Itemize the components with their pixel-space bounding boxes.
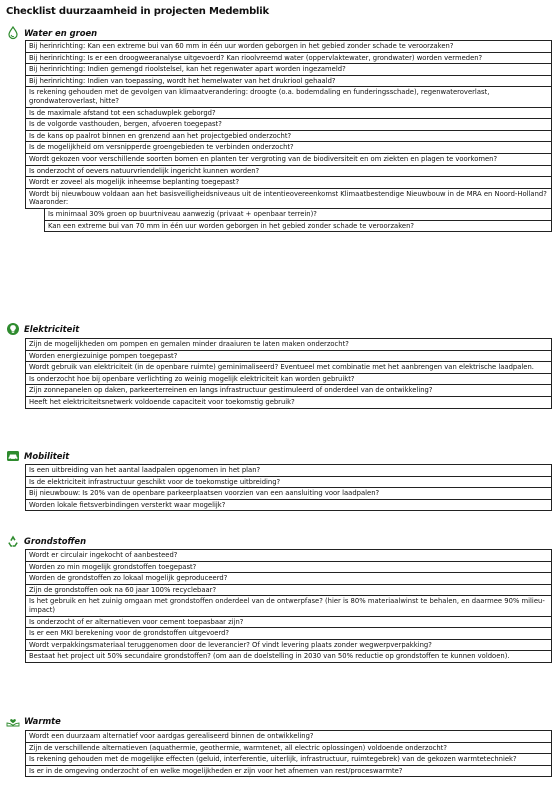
checklist-row: Heeft het elektriciteitsnetwerk voldoende capaciteit voor toekomstig gebruik? <box>25 397 552 409</box>
lightbulb-icon <box>6 322 20 336</box>
section-title: Water en groen <box>24 28 98 38</box>
checklist-row: Is een uitbreiding van het aantal laadpalen opgenomen in het plan? <box>25 464 552 477</box>
checklist-row: Is er in de omgeving onderzocht of en welke mogelijkheden er zijn voor het afnemen van rest/proceswarmte? <box>25 766 552 778</box>
checklist-row: Is er een MKI berekening voor de grondstoffen uitgevoerd? <box>25 628 552 640</box>
checklist-subrow: Kan een extreme bui van 70 mm in één uur worden geborgen in het gebied zonder schade te veroorzaken? <box>44 221 552 233</box>
checklist-row: Is de elektriciteit infrastructuur geschikt voor de toekomstige uitbreiding? <box>25 477 552 489</box>
checklist-row: Is onderzocht of oevers natuurvriendelijk ingericht kunnen worden? <box>25 166 552 178</box>
water-drop-icon <box>6 26 20 40</box>
checklist-row: Zijn zonnepanelen op daken, parkeerterreinen en langs infrastructuur gestimuleerd of onderdeel van de ontwikkeling? <box>25 385 552 397</box>
hands-heart-icon <box>6 714 20 728</box>
checklist-subrow: Is minimaal 30% groen op buurtniveau aanwezig (privaat + openbaar terrein)? <box>44 209 552 221</box>
checklist-row: Is de kans op paalrot binnen en grenzend aan het projectgebied onderzocht? <box>25 131 552 143</box>
checklist-row: Zijn de verschillende alternatieven (aquathermie, geothermie, warmtenet, all electric oplossingen) voldoende onderzocht? <box>25 743 552 755</box>
checklist-row: Zijn de mogelijkheden om pompen en gemalen minder draaiuren te laten maken onderzocht? <box>25 338 552 351</box>
car-icon <box>6 449 20 463</box>
checklist-row: Is de maximale afstand tot een schaduwplek geborgd? <box>25 108 552 120</box>
section-title: Grondstoffen <box>24 536 87 546</box>
checklist-row: Wordt een duurzaam alternatief voor aardgas gerealiseerd binnen de ontwikkeling? <box>25 730 552 743</box>
section-table-mobiliteit <box>25 464 552 511</box>
section-title: Warmte <box>24 716 61 726</box>
checklist-row: Wordt er circulair ingekocht of aanbesteed? <box>25 549 552 562</box>
checklist-row: Wordt bij nieuwbouw voldaan aan het basisveiligheidsniveaus uit de intentieovereenkomst Klimaatbestendige Nieuwbouw in de MRA en Noord-Holland? Waaronder: <box>25 189 552 209</box>
checklist-row: Bij herinrichting: Indien van toepassing, wordt het hemelwater van het drukriool gehaald? <box>25 76 552 88</box>
section-header-warmte <box>6 714 61 728</box>
checklist-row: Is de volgorde vasthouden, bergen, afvoeren toegepast? <box>25 119 552 131</box>
section-header-grondstoffen <box>6 534 86 548</box>
page-title: Checklist duurzaamheid in projecten Medemblik <box>6 6 269 17</box>
checklist-row: Bij herinrichting: Is er een droogweeranalyse uitgevoerd? Kan rioolvreemd water (oppervlaktewater, grondwater) worden vermeden? <box>25 53 552 65</box>
checklist-row: Worden energiezuinige pompen toegepast? <box>25 351 552 363</box>
checklist-row: Is de mogelijkheid om versnipperde groengebieden te verbinden onderzocht? <box>25 142 552 154</box>
section-table-elektriciteit <box>25 338 552 409</box>
section-table-grondstoffen <box>25 549 552 663</box>
section-table-water-en-groen <box>25 40 552 232</box>
checklist-row: Zijn de grondstoffen ook na 60 jaar 100% recyclebaar? <box>25 585 552 597</box>
checklist-row: Wordt verpakkingsmateriaal teruggenomen door de leverancier? Of vindt levering plaats zonder wegwerpverpakking? <box>25 640 552 652</box>
checklist-row: Worden zo min mogelijk grondstoffen toegepast? <box>25 562 552 574</box>
section-header-elektriciteit <box>6 322 79 336</box>
checklist-row: Bij herinrichting: Indien gemengd rioolstelsel, kan het regenwater apart worden ingezameld? <box>25 64 552 76</box>
checklist-row: Is onderzocht hoe bij openbare verlichting zo weinig mogelijk elektriciteit kan worden gebruikt? <box>25 374 552 386</box>
checklist-row: Is rekening gehouden met de gevolgen van klimaatverandering: droogte (o.a. bodemdaling en funderingsschade), regenwateroverlast, grondwateroverlast, hitte? <box>25 87 552 107</box>
section-header-mobiliteit <box>6 449 69 463</box>
checklist-row: Worden de grondstoffen zo lokaal mogelijk geproduceerd? <box>25 573 552 585</box>
checklist-row: Wordt er zoveel als mogelijk inheemse beplanting toegepast? <box>25 177 552 189</box>
section-table-warmte <box>25 730 552 777</box>
section-header-water-en-groen <box>6 26 97 40</box>
checklist-row: Bij herinrichting: Kan een extreme bui van 60 mm in één uur worden geborgen in het gebied zonder schade te veroorzaken? <box>25 40 552 53</box>
checklist-row: Is het gebruik en het zuinig omgaan met grondstoffen onderdeel van de ontwerpfase? (hier is 80% materiaalwinst te behalen, en daarmee 90% milieu-impact) <box>25 596 552 616</box>
checklist-row: Worden lokale fietsverbindingen versterkt waar mogelijk? <box>25 500 552 512</box>
checklist-row: Bij nieuwbouw: Is 20% van de openbare parkeerplaatsen voorzien van een aansluiting voor laadpalen? <box>25 488 552 500</box>
section-title: Mobiliteit <box>24 451 70 461</box>
checklist-row: Bestaat het project uit 50% secundaire grondstoffen? (om aan de doelstelling in 2030 van 50% reductie op grondstoffen te kunnen voldoen). <box>25 651 552 663</box>
checklist-row: Wordt gekozen voor verschillende soorten bomen en planten ter vergroting van de biodiversiteit en om ziekten en plagen te voorkomen? <box>25 154 552 166</box>
recycle-icon <box>6 534 20 548</box>
checklist-row: Wordt gebruik van elektriciteit (in de openbare ruimte) geminimaliseerd? Eventueel met combinatie met het aanbrengen van elektrische laadpalen. <box>25 362 552 374</box>
checklist-row: Is onderzocht of er alternatieven voor cement toepasbaar zijn? <box>25 617 552 629</box>
section-title: Elektriciteit <box>24 324 80 334</box>
checklist-row: Is rekening gehouden met de mogelijke effecten (geluid, interferentie, uiterlijk, infrastructuur, ruimtegebrek) van de gekozen warmtetechniek? <box>25 754 552 766</box>
